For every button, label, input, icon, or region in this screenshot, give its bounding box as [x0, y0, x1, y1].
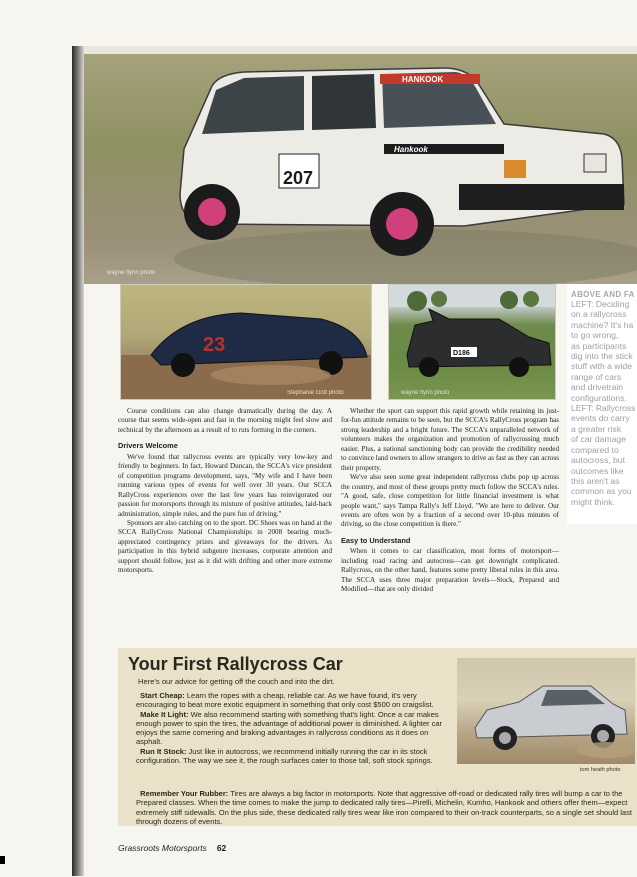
box-photo-silver-sedan — [457, 658, 635, 764]
caption-line: range of cars — [571, 371, 622, 382]
tip-heading: Remember Your Rubber: — [140, 789, 229, 798]
silver-sedan-illustration — [457, 658, 635, 764]
page-spine-shadow — [72, 46, 84, 876]
photo-damaged-rabbit — [388, 284, 556, 400]
caption-line: outcomes like — [571, 465, 624, 476]
article-column-2 — [341, 407, 559, 595]
scan-marker — [0, 856, 5, 864]
caption-text — [571, 299, 637, 507]
tip-text: Learn the ropes with a cheap, reliable car. As we have found, it's very encouraging to beat more exotic equipment in something that only cost $500 on craigslist. — [136, 691, 434, 710]
tip-heading: Run It Stock: — [140, 746, 187, 756]
section-heading: Drivers Welcome — [118, 441, 178, 451]
tip-text: We also recommend starting with something that's light. Once a car makes enough power to spin the tires, the advantage of additional power is diminished. A lighter car enjoys the same cornering and braking advantages in rallycross conditions as it does on asphalt. — [136, 709, 443, 747]
caption-line: autocross, but — [571, 455, 625, 466]
box-photo-credit: tom heath photo — [580, 767, 621, 773]
caption-line: configurations. — [571, 392, 627, 403]
hero-photo-credit: wayne flynn photo — [107, 270, 156, 276]
windshield-brand-text: HANKOOK — [402, 75, 444, 84]
tip-run-it-stock — [136, 747, 456, 766]
door-brand-text: Hankook — [394, 145, 428, 154]
tip-start-cheap — [136, 691, 456, 710]
hero-car-number: 207 — [283, 168, 314, 188]
caption-line: LEFT: Deciding — [571, 299, 630, 309]
caption-line: machine? It's ha — [571, 319, 634, 330]
caption-line: common as you — [571, 486, 632, 497]
right-photo-credit: wayne flynn photo — [401, 390, 450, 396]
photo-rallycross-rollover — [120, 284, 372, 400]
tip-heading: Start Cheap: — [140, 691, 185, 700]
tip-make-it-light — [136, 710, 456, 747]
damaged-car-illustration — [389, 285, 556, 400]
caption-line: stuff with a wide — [571, 361, 632, 372]
paragraph: We've also seen some great independent rallycross clubs pop up across the country, and most of these groups pretty much follow the SCCA's rules. "A good, safe, close competition for little financial investment is what people want," says Tampa Rally's Jeff Lloyd. "We are here to deliver. Our events are often won by a fraction of a second over 10-plus minutes of driving, so the close competition is there." — [341, 473, 559, 529]
caption-line: events do carry — [571, 413, 630, 424]
section-heading: Easy to Understand — [341, 535, 411, 545]
caption-line: LEFT: Rallycross — [571, 403, 636, 414]
caption-line: of car damage — [571, 434, 626, 445]
photo-caption-sidebar — [567, 284, 637, 524]
tip-heading: Make It Light: — [140, 709, 189, 719]
caption-line: might think. — [571, 496, 615, 507]
caption-line: on a rallycross — [571, 309, 627, 320]
hero-photo — [84, 54, 637, 284]
left-photo-car-number: 23 — [203, 334, 226, 356]
caption-line: this aren't as — [571, 475, 620, 486]
right-photo-car-number: D186 — [453, 350, 470, 357]
paragraph: We've found that rallycross events are typically very low-key and friendly to beginners. In fact, Howard Duncan, the SCCA's vice president of competition programs development, says, "My wife and I have been running various types of events for well over 30 years. Our SCCA RallyCross experiences over the last few years has reinvigorated our passion for motorsports through its mixture of positive attitudes, laid-back administration, simple rules, and the pure fun of driving." — [118, 452, 332, 518]
left-photo-credit: Stephanie Gott photo — [287, 390, 344, 396]
box-subtitle: Here's our advice for getting off the couch and into the dirt. — [138, 677, 335, 686]
caption-line: to go wrong, — [571, 330, 619, 341]
tip-text: Just like in autocross, we recommend initially running the car in its stock configuration. The way we see it, the rough surfaces cater to those tall, soft stock springs. — [136, 746, 433, 765]
caption-heading: ABOVE AND FA — [571, 290, 635, 299]
paragraph: Sponsors are also catching on to the sport. DC Shoes was on hand at the SCCA RallyCross National Championships in 2008 bearing much-appreciated contingency prizes and giveaways for the drivers. As participation in this hybrid subgenre increases, corporate attention and support should follow, just as it did with drifting and other more extreme motorsports. — [118, 518, 332, 575]
first-rallycross-car-box — [118, 648, 637, 826]
paragraph: Course conditions can also change dramatically during the day. A course that seems wide-open and fast in the morning might feel slow and technical by the afternoon as a result of to ruts forming in the corners. — [118, 407, 332, 434]
tip-text: Tires are always a big factor in motorsports. Note that aggressive off-road or dedicated rally tires will bump a car to the Prepared classes. When the time comes to make the jump to dedicated rally tires—Pirelli, Michelin, Kumho, Hankook and others offer them—expect extremely stiff sidewalls. On the plus side, these dedicated rally tires wear like iron compared to their on-track counterparts, so a single set should last through dozens of events. — [136, 789, 632, 826]
tip-remember-your-rubber — [136, 789, 634, 826]
box-title: Your First Rallycross Car — [128, 654, 343, 674]
caption-line: dig into the stick — [571, 351, 633, 362]
caption-line: as participants — [571, 340, 627, 351]
magazine-name: Grassroots Motorsports — [118, 843, 207, 853]
rolled-car-illustration — [121, 285, 372, 400]
page-footer — [118, 843, 226, 853]
caption-line: and drivetrain — [571, 382, 624, 393]
paragraph: Whether the sport can support this rapid growth while retaining its just-for-fun attitude remains to be seen, but the SCCA's RallyCross program has strong leadership and a bright future. The SCCA's unparalleled network of volunteers makes the organization and promotion of rallycrossing much easier. Plus, a national sanctioning body can provide the credibility needed to convince land owners to allow strangers to drive as fast as they can across their property. — [341, 407, 559, 472]
top-margin — [84, 46, 637, 54]
hero-car-illustration — [84, 54, 637, 284]
box-body — [136, 691, 456, 765]
article-column-1 — [118, 407, 332, 576]
paragraph: When it comes to car classification, most forms of motorsport—including road racing and autocross—can get downright complicated. Rallycross, on the other hand, features some pretty liberal rules in this area. The SCCA uses three major preparation levels—Stock, Prepared and Modified—that are only divided — [341, 547, 559, 594]
caption-line: compared to — [571, 444, 619, 455]
caption-line: a greater risk — [571, 423, 622, 434]
page-number: 62 — [216, 843, 227, 853]
